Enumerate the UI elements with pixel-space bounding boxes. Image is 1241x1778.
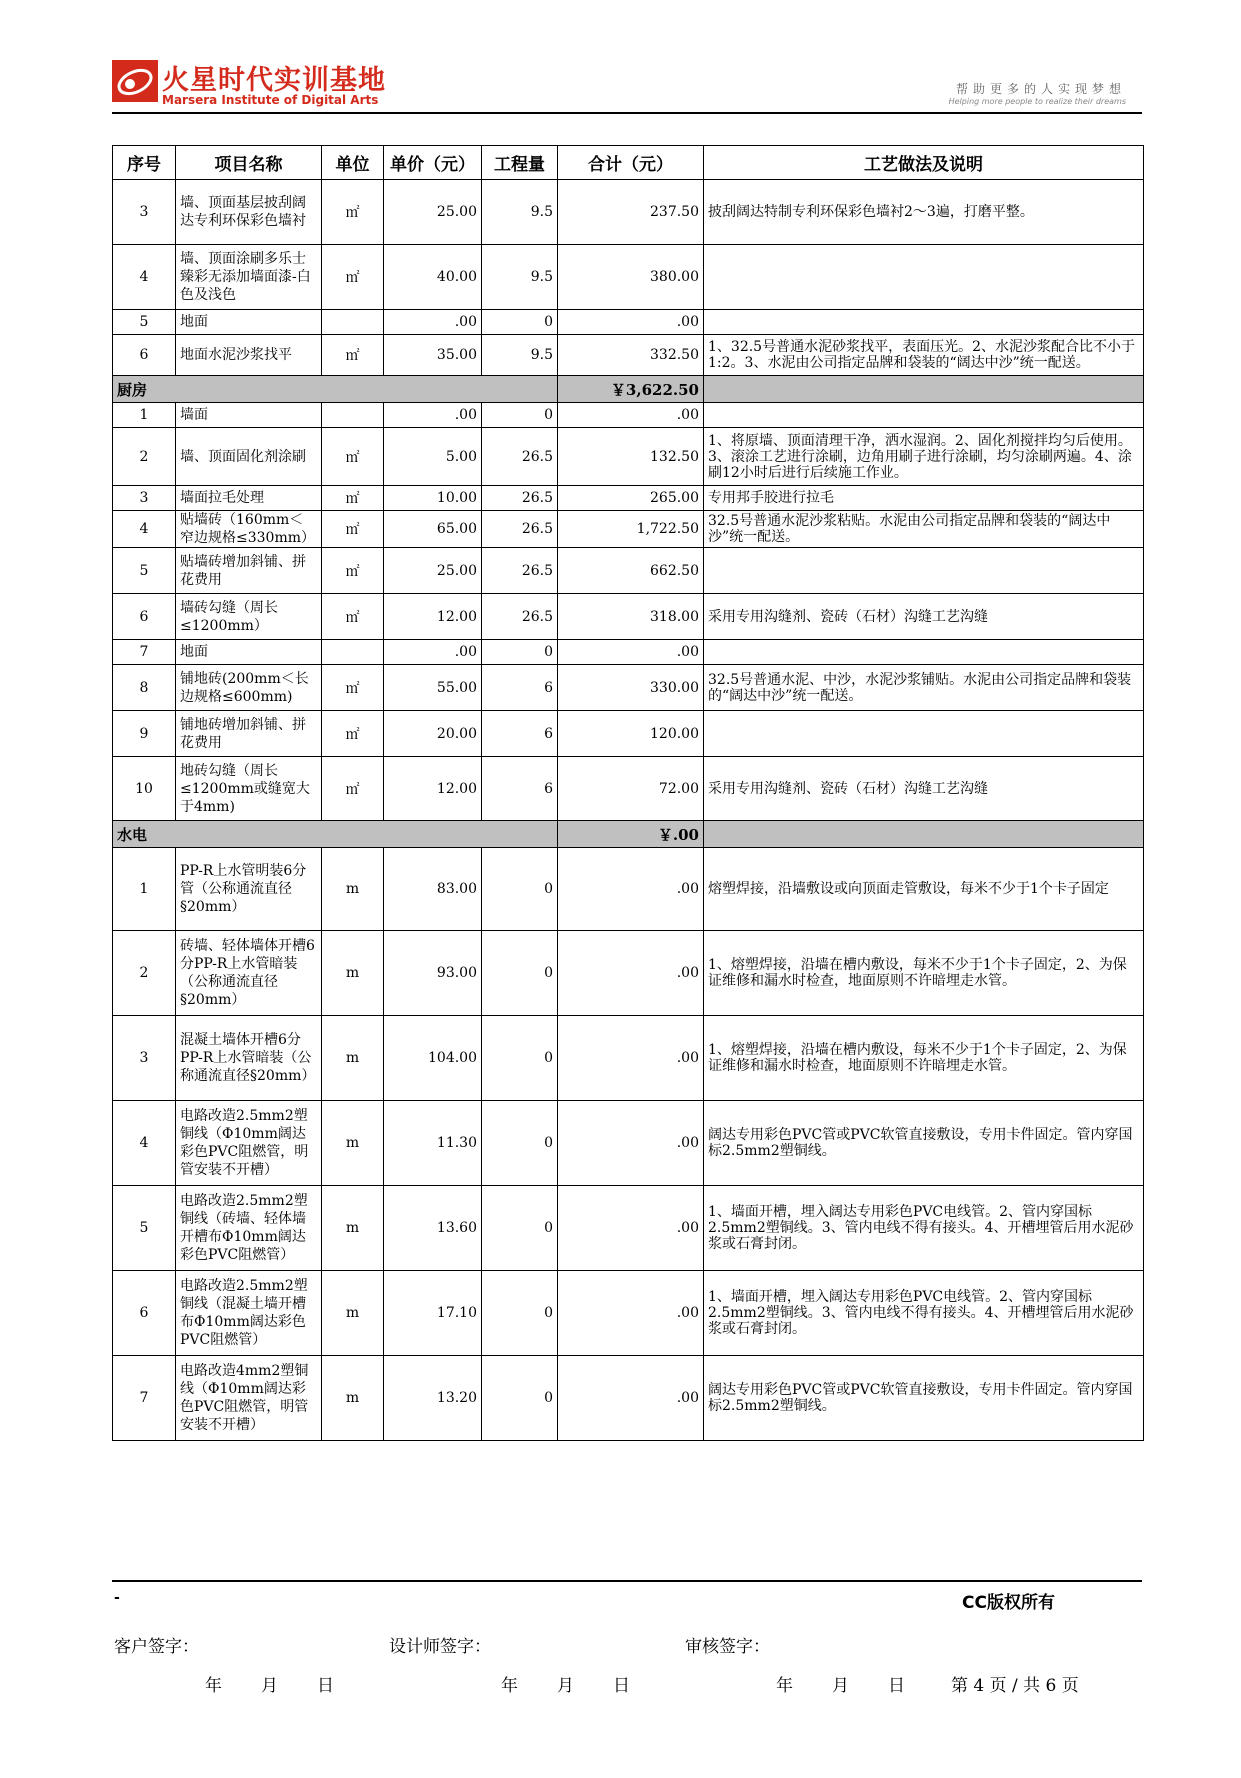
cell-price: 12.00 (384, 594, 482, 640)
cell-qty: 0 (482, 640, 558, 665)
col-header-desc: 工艺做法及说明 (704, 146, 1144, 180)
table-row (113, 848, 1144, 931)
cell-total: .00 (558, 640, 704, 665)
slogan-cn: 帮助更多的人实现梦想 (955, 82, 1126, 96)
cell-no: 9 (113, 711, 176, 757)
cell-unit: ㎡ (322, 594, 384, 640)
cell-total: 237.50 (558, 180, 704, 245)
cell-unit: m (322, 848, 384, 931)
cell-name: 墙、顶面固化剂涂刷 (176, 428, 322, 486)
cell-name: 地面 (176, 310, 322, 335)
cell-qty: 6 (482, 665, 558, 711)
cell-desc: 1、墙面开槽，埋入阔达专用彩色PVC电线管。2、管内穿国标2.5mm2塑铜线。3、管内电线不得有接头。4、开槽埋管后用水泥砂浆或石膏封闭。 (704, 1186, 1144, 1271)
cell-name: 砖墙、轻体墙体开槽6分PP-R上水管暗装（公称通流直径§20mm） (176, 931, 322, 1016)
cell-price: .00 (384, 640, 482, 665)
cell-total: .00 (558, 403, 704, 428)
cell-unit: m (322, 1271, 384, 1356)
cell-name: 贴墙砖（160mm＜窄边规格≤330mm） (176, 511, 322, 548)
cell-unit: ㎡ (322, 548, 384, 594)
cell-name: 地面水泥沙浆找平 (176, 335, 322, 376)
cell-desc (704, 310, 1144, 335)
cell-unit (322, 403, 384, 428)
date-day: 日 (613, 1676, 630, 1696)
cell-total: 72.00 (558, 757, 704, 821)
cell-total: 330.00 (558, 665, 704, 711)
cell-desc: 1、墙面开槽，埋入阔达专用彩色PVC电线管。2、管内穿国标2.5mm2塑铜线。3、管内电线不得有接头。4、开槽埋管后用水泥砂浆或石膏封闭。 (704, 1271, 1144, 1356)
client-date (205, 1671, 373, 1696)
cell-no: 3 (113, 486, 176, 511)
cell-price: 25.00 (384, 180, 482, 245)
cell-total: .00 (558, 310, 704, 335)
cell-desc: 专用邦手胶进行拉毛 (704, 486, 1144, 511)
cell-name: 铺地砖(200mm＜长边规格≤600mm) (176, 665, 322, 711)
cell-qty: 0 (482, 1271, 558, 1356)
cell-no: 6 (113, 1271, 176, 1356)
table-row (113, 245, 1144, 310)
cell-total: .00 (558, 1271, 704, 1356)
date-year: 年 (501, 1676, 518, 1696)
cell-name: 墙面 (176, 403, 322, 428)
cell-unit: ㎡ (322, 486, 384, 511)
cell-price: 17.10 (384, 1271, 482, 1356)
cell-price: .00 (384, 310, 482, 335)
cell-name: 电路改造2.5mm2塑铜线（砖墙、轻体墙开槽布Φ10mm阔达彩色PVC阻燃管） (176, 1186, 322, 1271)
cell-price: 11.30 (384, 1101, 482, 1186)
cell-no: 7 (113, 640, 176, 665)
slogan-en: Helping more people to realize their dreams (948, 97, 1126, 106)
cell-qty: 9.5 (482, 245, 558, 310)
date-day: 日 (888, 1676, 905, 1696)
col-header-qty: 工程量 (482, 146, 558, 180)
table-row (113, 1186, 1144, 1271)
table-row (113, 486, 1144, 511)
date-year: 年 (776, 1676, 793, 1696)
cell-total: .00 (558, 1186, 704, 1271)
col-header-unit: 单位 (322, 146, 384, 180)
cell-desc (704, 403, 1144, 428)
col-header-name: 项目名称 (176, 146, 322, 180)
table-header-row (113, 146, 1144, 180)
cell-no: 8 (113, 665, 176, 711)
footer-divider (112, 1580, 1142, 1582)
cell-price: 93.00 (384, 931, 482, 1016)
section-total: ￥3,622.50 (558, 376, 704, 403)
cell-qty: 26.5 (482, 486, 558, 511)
cell-unit: ㎡ (322, 180, 384, 245)
cell-name: 墙砖勾缝（周长≤1200mm） (176, 594, 322, 640)
cell-desc: 采用专用沟缝剂、瓷砖（石材）沟缝工艺沟缝 (704, 757, 1144, 821)
cell-unit: m (322, 1101, 384, 1186)
cell-qty: 26.5 (482, 594, 558, 640)
cell-name: 墙、顶面基层披刮阔达专利环保彩色墙衬 (176, 180, 322, 245)
section-row (113, 821, 1144, 848)
cell-unit (322, 640, 384, 665)
cell-qty: 6 (482, 757, 558, 821)
copyright-text: CC版权所有 (962, 1593, 1055, 1613)
cell-qty: 9.5 (482, 335, 558, 376)
section-row (113, 376, 1144, 403)
cell-no: 3 (113, 180, 176, 245)
cell-price: 10.00 (384, 486, 482, 511)
cell-qty: 0 (482, 1186, 558, 1271)
date-month: 月 (261, 1676, 278, 1696)
cell-unit: m (322, 931, 384, 1016)
cell-qty: 0 (482, 931, 558, 1016)
table-row (113, 548, 1144, 594)
cell-name: 贴墙砖增加斜铺、拼花费用 (176, 548, 322, 594)
cell-no: 1 (113, 848, 176, 931)
cell-total: 120.00 (558, 711, 704, 757)
cell-desc (704, 640, 1144, 665)
cell-name: 铺地砖增加斜铺、拼花费用 (176, 711, 322, 757)
cell-price: 5.00 (384, 428, 482, 486)
cell-price: 104.00 (384, 1016, 482, 1101)
cell-total: .00 (558, 1356, 704, 1441)
cell-total: 265.00 (558, 486, 704, 511)
section-name: 水电 (113, 821, 558, 848)
table-row (113, 931, 1144, 1016)
date-month: 月 (832, 1676, 849, 1696)
cell-no: 5 (113, 548, 176, 594)
cell-no: 10 (113, 757, 176, 821)
col-header-price: 单价（元） (384, 146, 482, 180)
cell-name: 地面 (176, 640, 322, 665)
cell-price: 83.00 (384, 848, 482, 931)
brand-name-cn: 火星时代实训基地 (162, 65, 386, 96)
cell-no: 4 (113, 1101, 176, 1186)
cell-price: 13.60 (384, 1186, 482, 1271)
cell-desc: 阔达专用彩色PVC管或PVC软管直接敷设，专用卡件固定。管内穿国标2.5mm2塑铜线。 (704, 1101, 1144, 1186)
cell-unit: m (322, 1016, 384, 1101)
cell-total: 132.50 (558, 428, 704, 486)
section-desc (704, 376, 1144, 403)
review-signature-label: 审核签字： (685, 1637, 770, 1657)
cell-name: 墙面拉毛处理 (176, 486, 322, 511)
table-row (113, 1101, 1144, 1186)
table-row (113, 1271, 1144, 1356)
cell-total: 380.00 (558, 245, 704, 310)
cell-total: .00 (558, 848, 704, 931)
cell-price: .00 (384, 403, 482, 428)
cell-qty: 0 (482, 1101, 558, 1186)
cell-no: 1 (113, 403, 176, 428)
cell-price: 13.20 (384, 1356, 482, 1441)
footer-dash: - (114, 1590, 120, 1606)
cell-qty: 0 (482, 1016, 558, 1101)
cell-name: 混凝土墙体开槽6分PP-R上水管暗装（公称通流直径§20mm） (176, 1016, 322, 1101)
cell-price: 12.00 (384, 757, 482, 821)
col-header-total: 合计（元） (558, 146, 704, 180)
cell-no: 2 (113, 428, 176, 486)
cell-qty: 0 (482, 1356, 558, 1441)
quote-table (112, 145, 1144, 1441)
cell-unit: m (322, 1356, 384, 1441)
cell-no: 5 (113, 1186, 176, 1271)
cell-unit: ㎡ (322, 335, 384, 376)
cell-desc: 32.5号普通水泥、中沙，水泥沙浆铺贴。水泥由公司指定品牌和袋装的“阔达中沙”统一配送。 (704, 665, 1144, 711)
table-row (113, 757, 1144, 821)
cell-total: .00 (558, 1016, 704, 1101)
cell-no: 5 (113, 310, 176, 335)
cell-no: 4 (113, 245, 176, 310)
cell-no: 6 (113, 594, 176, 640)
cell-desc: 1、将原墙、顶面清理干净，洒水湿润。2、固化剂搅拌均匀后使用。3、滚涂工艺进行涂刷，边角用刷子进行涂刷，均匀涂刷两遍。4、涂刷12小时后进行后续施工作业。 (704, 428, 1144, 486)
page-number: 第 4 页 / 共 6 页 (951, 1676, 1079, 1696)
cell-desc: 熔塑焊接，沿墙敷设或向顶面走管敷设，每米不少于1个卡子固定 (704, 848, 1144, 931)
table-row (113, 403, 1144, 428)
cell-unit: ㎡ (322, 245, 384, 310)
cell-qty: 0 (482, 848, 558, 931)
cell-desc: 1、熔塑焊接，沿墙在槽内敷设，每米不少于1个卡子固定，2、为保证维修和漏水时检查，地面原则不许暗埋走水管。 (704, 1016, 1144, 1101)
cell-name: 地砖勾缝（周长≤1200mm或缝宽大于4mm) (176, 757, 322, 821)
cell-desc: 披刮阔达特制专利环保彩色墙衬2～3遍，打磨平整。 (704, 180, 1144, 245)
table-row (113, 594, 1144, 640)
cell-no: 2 (113, 931, 176, 1016)
cell-no: 6 (113, 335, 176, 376)
date-month: 月 (557, 1676, 574, 1696)
marsera-logo-icon (112, 60, 158, 102)
cell-total: .00 (558, 1101, 704, 1186)
cell-no: 4 (113, 511, 176, 548)
cell-total: 662.50 (558, 548, 704, 594)
date-year: 年 (205, 1676, 222, 1696)
cell-name: 电路改造2.5mm2塑铜线（混凝土墙开槽布Φ10mm阔达彩色PVC阻燃管） (176, 1271, 322, 1356)
designer-date (501, 1671, 669, 1696)
cell-unit: m (322, 1186, 384, 1271)
header-divider (112, 112, 1142, 114)
table-row (113, 428, 1144, 486)
page-header (112, 56, 1142, 116)
date-day: 日 (317, 1676, 334, 1696)
table-row (113, 640, 1144, 665)
cell-qty: 26.5 (482, 511, 558, 548)
section-total: ￥.00 (558, 821, 704, 848)
cell-unit: ㎡ (322, 757, 384, 821)
cell-price: 20.00 (384, 711, 482, 757)
table-row (113, 1356, 1144, 1441)
cell-qty: 0 (482, 310, 558, 335)
cell-unit: ㎡ (322, 428, 384, 486)
cell-total: 1,722.50 (558, 511, 704, 548)
cell-price: 35.00 (384, 335, 482, 376)
cell-desc (704, 548, 1144, 594)
section-name: 厨房 (113, 376, 558, 403)
cell-price: 40.00 (384, 245, 482, 310)
table-row (113, 310, 1144, 335)
table-row (113, 711, 1144, 757)
cell-desc: 1、熔塑焊接，沿墙在槽内敷设，每米不少于1个卡子固定，2、为保证维修和漏水时检查，地面原则不许暗埋走水管。 (704, 931, 1144, 1016)
cell-desc (704, 711, 1144, 757)
review-date (776, 1671, 944, 1696)
cell-desc: 阔达专用彩色PVC管或PVC软管直接敷设，专用卡件固定。管内穿国标2.5mm2塑铜线。 (704, 1356, 1144, 1441)
cell-desc: 1、32.5号普通水泥砂浆找平，表面压光。2、水泥沙浆配合比不小于1:2。3、水泥由公司指定品牌和袋装的“阔达中沙”统一配送。 (704, 335, 1144, 376)
cell-no: 7 (113, 1356, 176, 1441)
cell-price: 55.00 (384, 665, 482, 711)
cell-unit: ㎡ (322, 511, 384, 548)
cell-desc: 采用专用沟缝剂、瓷砖（石材）沟缝工艺沟缝 (704, 594, 1144, 640)
cell-unit: ㎡ (322, 711, 384, 757)
table-row (113, 180, 1144, 245)
cell-desc: 32.5号普通水泥沙浆粘贴。水泥由公司指定品牌和袋装的“阔达中沙”统一配送。 (704, 511, 1144, 548)
cell-name: 电路改造4mm2塑铜线（Φ10mm阔达彩色PVC阻燃管，明管安装不开槽） (176, 1356, 322, 1441)
cell-total: 318.00 (558, 594, 704, 640)
cell-name: PP-R上水管明装6分管（公称通流直径§20mm） (176, 848, 322, 931)
table-row (113, 665, 1144, 711)
cell-unit (322, 310, 384, 335)
table-row (113, 1016, 1144, 1101)
cell-qty: 26.5 (482, 428, 558, 486)
cell-price: 65.00 (384, 511, 482, 548)
cell-qty: 6 (482, 711, 558, 757)
cell-name: 电路改造2.5mm2塑铜线（Φ10mm阔达彩色PVC阻燃管，明管安装不开槽） (176, 1101, 322, 1186)
cell-total: 332.50 (558, 335, 704, 376)
table-row (113, 511, 1144, 548)
cell-qty: 26.5 (482, 548, 558, 594)
cell-no: 3 (113, 1016, 176, 1101)
client-signature-label: 客户签字： (114, 1637, 199, 1657)
table-row (113, 335, 1144, 376)
cell-desc (704, 245, 1144, 310)
cell-name: 墙、顶面涂刷多乐士臻彩无添加墙面漆-白色及浅色 (176, 245, 322, 310)
section-desc (704, 821, 1144, 848)
brand-name-en: Marsera Institute of Digital Arts (162, 93, 379, 107)
cell-qty: 0 (482, 403, 558, 428)
designer-signature-label: 设计师签字： (389, 1637, 491, 1657)
cell-price: 25.00 (384, 548, 482, 594)
cell-total: .00 (558, 931, 704, 1016)
cell-unit: ㎡ (322, 665, 384, 711)
cell-qty: 9.5 (482, 180, 558, 245)
col-header-no: 序号 (113, 146, 176, 180)
